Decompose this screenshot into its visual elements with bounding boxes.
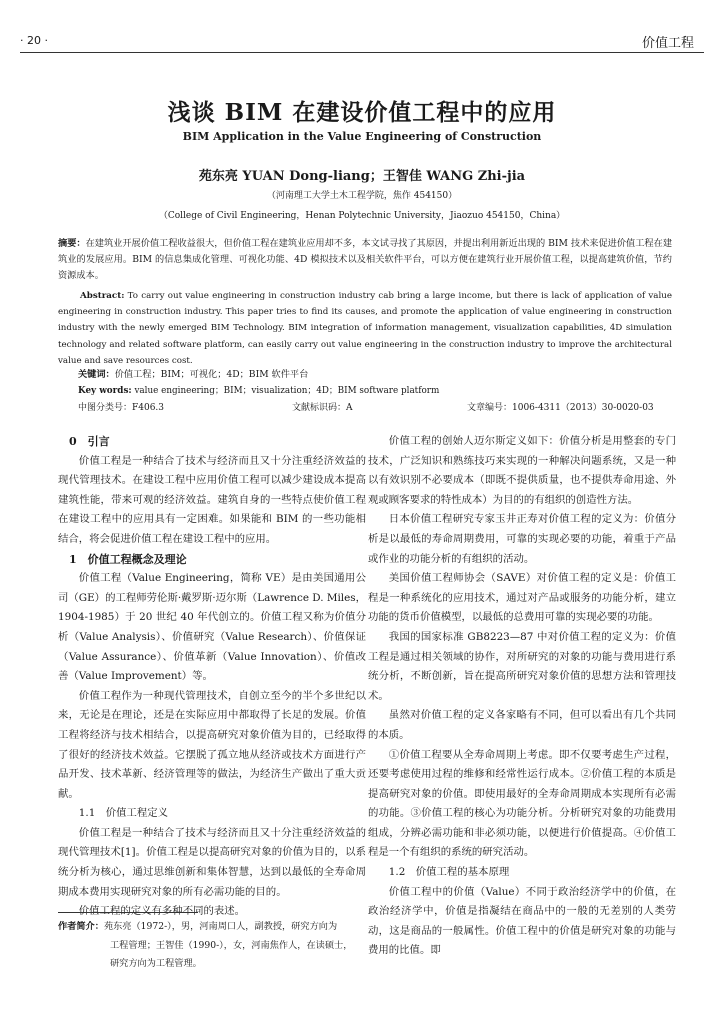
footnote-line: 苑东亮（1972-），男，河南周口人，副教授，研究方向为 [103, 921, 338, 932]
abstract-en-label: Abstract: [80, 291, 125, 301]
paragraph: 价值工程的创始人迈尔斯定义如下：价值分析是用整套的专门技术，广泛知识和熟练技巧来实现的一种解决问题系统，又是一种以有效识别不必要成本（即既不提供质量，也不提供寿命用途、外观或顾客要求的特性成本）为目的的有组织的创造性方法。 [368, 435, 676, 506]
paragraph: 价值工程中的价值（Value）不同于政治经济学中的价值，在政治经济学中，价值是指凝结在商品中的一般的无差别的人类劳动，这是商品的一般属性。价值工程中的价值是研究对象的功能与费用的比值。即 [368, 885, 676, 957]
affiliation-en: （College of Civil Engineering，Henan Polytechnic University，Jiaozuo 454150，China） [158, 211, 566, 221]
clc-number: 中图分类号：F406.3 [78, 403, 165, 413]
abstract-en-text: To carry out value engineering in construction industry cab bring a large income, but there is lack of application of value engineering in construction industry. This paper tries to find its causes, and promote the application of value engineering in construction industry with the newly emerged BIM Technology. BIM integration of information management, visualization capabilities, 4D simulation technology and related software platform, can easily carry out value engineering in the construction industry to improve the architectural value and save resources cost. [58, 291, 672, 366]
right-column [368, 432, 676, 961]
paragraph: 虽然对价值工程的定义各家略有不同，但可以看出有几个共同的本质。 [368, 709, 676, 741]
keywords-en [78, 383, 439, 396]
abstract-en [58, 288, 672, 369]
footnote-label: 作者简介： [58, 921, 104, 932]
paragraph: 价值工程的定义有多种不同的表述。 [78, 905, 246, 918]
section-heading: 1 价值工程概念及理论 [69, 552, 187, 566]
paragraph: 日本价值工程研究专家玉井正寿对价值工程的定义为：价值分析是以最低的寿命周期费用，可靠的实现必要的功能，着重于产品或作业的功能分析的有组织的活动。 [368, 513, 676, 565]
left-column [58, 432, 366, 922]
author-footnote [58, 918, 366, 974]
running-header [20, 30, 704, 54]
subsection-heading: 1.2 价值工程的基本原理 [388, 866, 510, 879]
keywords-cn-label: 关键词： [78, 369, 115, 380]
keywords-en-label: Key words: [78, 386, 132, 396]
abstract-cn [58, 236, 672, 285]
abstract-cn-label: 摘要： [58, 238, 86, 249]
paragraph: 我国的国家标准 GB8223—87 中对价值工程的定义为：价值工程是通过相关领域的协作，对所研究的对象的功能与费用进行系统分析，不断创新，旨在提高所研究对象价值的思想方法和管理技术。 [368, 630, 676, 702]
paragraph: 价值工程是一种结合了技术与经济而且又十分注重经济效益的现代管理技术。在建设工程中应用价值工程可以减少建设成本提高建筑性能，带来可观的经济效益。建筑自身的一些特点使价值工程在建设工程中的应用具有一定困难。如果能和 BIM 的一些功能相结合，将会促进价值工程在建设工程中的应用。 [58, 454, 366, 545]
footnote-line: 工程管理；王智佳（1990-），女，河南焦作人，在读硕士， [110, 939, 353, 951]
header-rule [20, 52, 704, 53]
paragraph: ①价值工程要从全寿命周期上考虑。即不仅要考虑生产过程，还要考虑使用过程的维修和经常性运行成本。②价值工程的本质是提高研究对象的价值。即使用最好的全寿命周期成本实现所有必需的功能。③价值工程的核心为功能分析。分析研究对象的功能费用组成，分辨必需功能和非必须功能，以便进行价值提高。④价值工程是一个有组织的系统的研究活动。 [368, 748, 676, 859]
document-code: 文献标识码：A [292, 403, 353, 413]
paragraph: 价值工程（Value Engineering，简称 VE）是由美国通用公司（GE）的工程师劳伦斯·戴罗斯·迈尔斯（Lawrence D. Miles，1904-1985）于 20 世纪 40 年代创立的。价值工程又称为价值分析（Value Analysis）、价值研究（Value Research）、价值保证（Value Assurance）、价值革新（Value Innovation）、价值改善（Value Improvement）等。 [58, 572, 366, 683]
authors: 苑东亮 YUAN Dong-liang；王智佳 WANG Zhi-jia [198, 169, 526, 184]
paragraph: 价值工程是一种结合了技术与经济而且又十分注重经济效益的现代管理技术[1]。价值工程是以提高研究对象的价值为目的，以系统分析为核心，通过思维创新和集体智慧，达到以最低的全寿命周期成本费用实现研究对象的所有必需功能的目的。 [58, 826, 366, 898]
paragraph: 价值工程作为一种现代管理技术，自创立至今的半个多世纪以来，无论是在理论，还是在实际应用中都取得了长足的发展。价值工程将经济与技术相结合，以提高研究对象价值为目的，已经取得了很好的经济技术效益。它摆脱了孤立地从经济或技术方面进行产品开发、技术革新、经济管理等的做法，为经济生产做出了重大贡献。 [58, 689, 366, 800]
paragraph: 美国价值工程师协会（SAVE）对价值工程的定义是：价值工程是一种系统化的应用技术，通过对产品或服务的功能分析，建立功能的货币价值模型，以最低的总费用可靠的实现必要的功能。 [368, 572, 676, 624]
footnote-rule [58, 912, 198, 913]
journal-name: 价值工程 [641, 36, 694, 51]
keywords-en-text: value engineering；BIM；visualization；4D；BIM software platform [134, 386, 440, 396]
page-number: · 20 · [20, 34, 48, 47]
subsection-heading: 1.1 价值工程定义 [78, 807, 169, 820]
paper-title: 浅谈 BIM 在建设价值工程中的应用 [167, 99, 557, 126]
affiliation-cn: （河南理工大学土木工程学院，焦作 454150） [266, 191, 458, 201]
paper-subtitle-en: BIM Application in the Value Engineering of Construction [182, 130, 542, 143]
article-number: 文章编号：1006-4311（2013）30-0020-03 [467, 403, 654, 413]
keywords-cn-text: 价值工程；BIM；可视化；4D；BIM 软件平台 [114, 369, 309, 380]
abstract-cn-text: 在建筑业开展价值工程收益很大，但价值工程在建筑业应用却不多，本文试寻找了其原因，并提出利用新近出现的 BIM 技术来促进价值工程在建筑业的发展应用。BIM 的信息集成化管理、可视化功能、4D 模拟技术以及相关软件平台，可以方便在建筑行业开展价值工程，以提高建筑价值，节约资源成本。 [58, 238, 673, 282]
footnote-line: 研究方向为工程管理。 [110, 958, 202, 969]
keywords-cn [78, 366, 308, 380]
section-heading: 0 引言 [69, 435, 110, 448]
